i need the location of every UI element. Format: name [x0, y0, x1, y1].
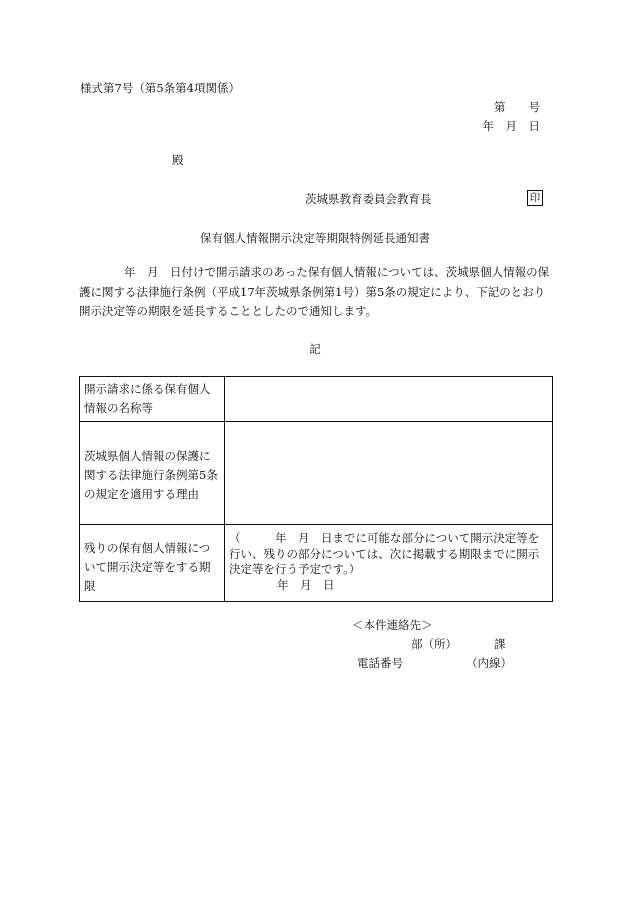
row-value [225, 525, 553, 602]
body-paragraph: 年 月 日付けで開示請求のあった保有個人情報については、茨城県個人情報の保護に関する法律施行条例（平成17年茨城県条例第1号）第5条の規定により、下記のとおり開示決定等の期限を延長することとしたので通知します。 [79, 265, 550, 318]
table-row [80, 525, 553, 602]
extended-deadline-date: 年 月 日 [277, 577, 335, 592]
table-row [80, 422, 553, 525]
seal-mark: 印 [527, 190, 543, 206]
form-label: 様式第7号（第5条第4項関係） [80, 81, 240, 95]
row-value [225, 422, 553, 525]
sender-title: 茨城県教育委員会教育長 [305, 192, 432, 206]
ki-heading: 記 [309, 342, 321, 356]
contact-heading: ＜本件連絡先＞ [352, 618, 433, 632]
contact-extension: （内線） [466, 656, 512, 670]
addressee-honorific: 殿 [172, 153, 184, 167]
details-table [79, 376, 553, 602]
row-label: 残りの保有個人情報について開示決定等をする期限 [80, 525, 225, 602]
contact-department: 部（所） [411, 637, 457, 651]
row-value [225, 377, 553, 422]
document-title: 保有個人情報開示決定等期限特例延長通知書 [200, 231, 430, 245]
contact-phone-label: 電話番号 [357, 656, 403, 670]
row-label: 開示請求に係る保有個人情報の名称等 [80, 377, 225, 422]
table-row [80, 377, 553, 422]
document-number: 第 号 [494, 100, 540, 114]
document-date: 年 月 日 [482, 119, 540, 133]
row-label: 茨城県個人情報の保護に関する法律施行条例第5条の規定を適用する理由 [80, 422, 225, 525]
contact-section: 課 [494, 637, 506, 651]
partial-decision-note: （ 年 月 日までに可能な部分について開示決定等を行い、残りの部分については、次に掲載する期限までに開示決定等を行う予定です。） [229, 531, 540, 576]
